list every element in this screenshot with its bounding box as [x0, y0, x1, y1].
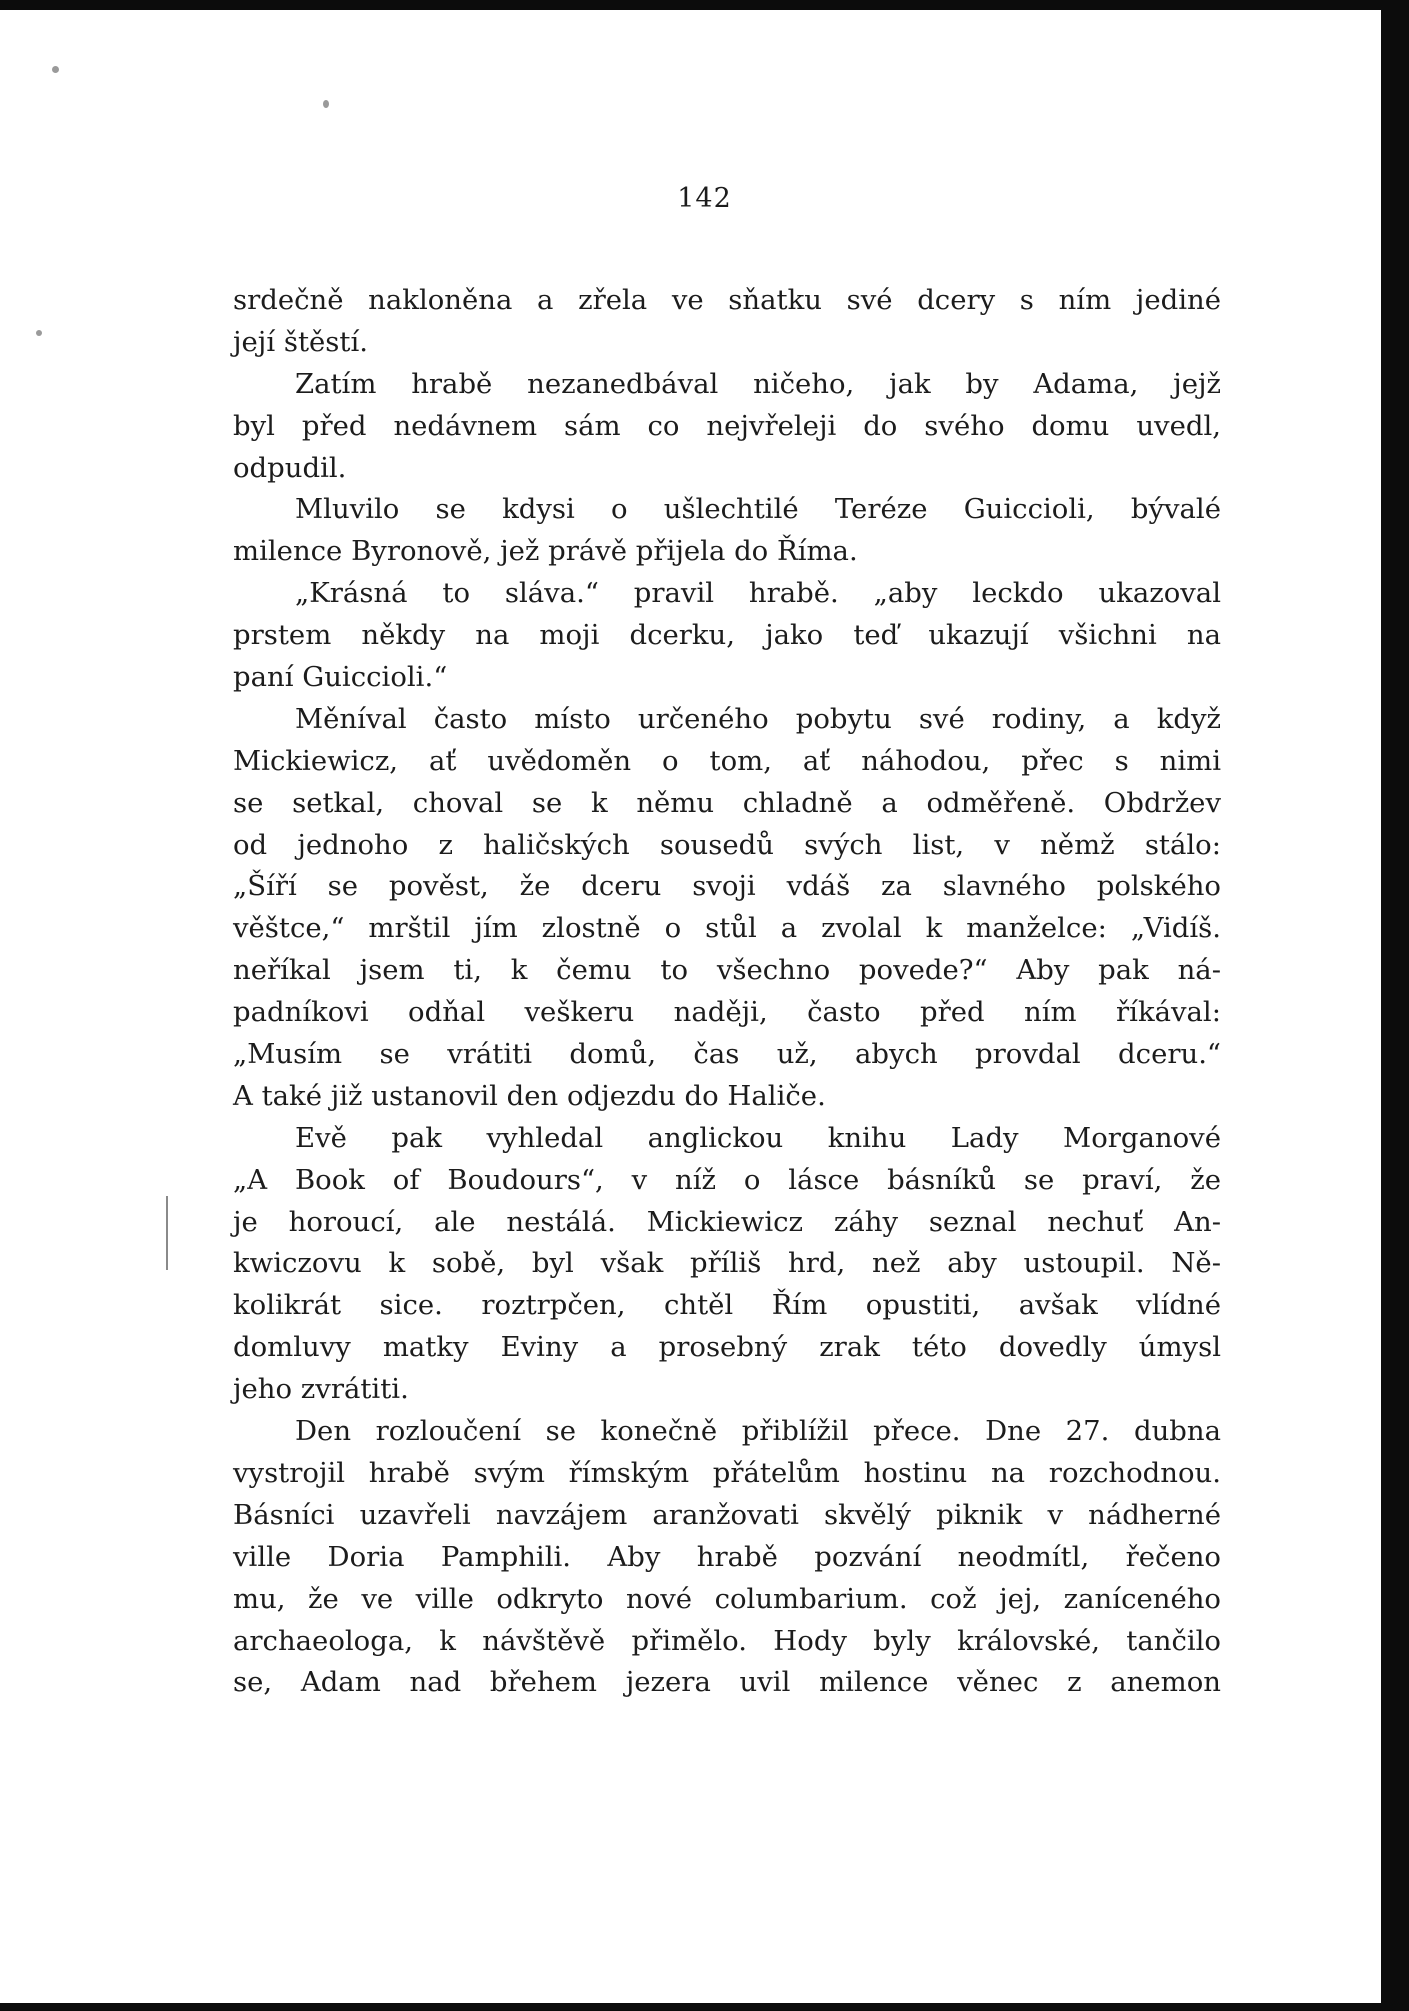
text-line: vystrojil hrabě svým římským přátelům hostinu na rozchodnou.: [233, 1456, 1221, 1489]
text-line: paní Guiccioli.“: [233, 661, 448, 694]
text-line: je horoucí, ale nestálá. Mickiewicz záhy seznal nechuť An-: [233, 1205, 1221, 1238]
page-number: 142: [677, 183, 732, 214]
text-line: od jednoho z haličských sousedů svých list, v němž stálo:: [233, 828, 1221, 861]
text-line: věštce,“ mrštil jím zlostně o stůl a zvolal k manželce: „Vidíš.: [233, 912, 1221, 945]
text-line: se setkal, choval se k němu chladně a odměřeně. Obdržev: [233, 786, 1221, 819]
scan-border-top: [0, 0, 1409, 10]
text-line: odpudil.: [233, 451, 347, 484]
text-line: Básníci uzavřeli navzájem aranžovati skvělý piknik v nádherné: [233, 1498, 1221, 1531]
text-line: neříkal jsem ti, k čemu to všechno povede?“ Aby pak ná-: [233, 954, 1221, 987]
text-line: Zatím hrabě nezanedbával ničeho, jak by Adama, jejž: [295, 367, 1221, 400]
text-line: prstem někdy na moji dcerku, jako teď ukazují všichni na: [233, 619, 1221, 652]
text-line: mu, že ve ville odkryto nové columbarium. což jej, zaníceného: [233, 1582, 1221, 1615]
scan-border-right: [1381, 0, 1409, 2011]
text-line: její štěstí.: [233, 325, 369, 358]
text-line: Evě pak vyhledal anglickou knihu Lady Morganové: [295, 1121, 1221, 1154]
text-line: kolikrát sice. roztrpčen, chtěl Řím opustiti, avšak vlídné: [233, 1289, 1221, 1322]
scan-border-bottom: [0, 2003, 1409, 2011]
scan-speck: [323, 100, 329, 108]
scan-speck: [36, 330, 42, 336]
text-line: Měníval často místo určeného pobytu své rodiny, a když: [295, 702, 1221, 735]
text-line: Den rozloučení se konečně přiblížil přece. Dne 27. dubna: [295, 1415, 1221, 1448]
text-line: jeho zvrátiti.: [233, 1373, 409, 1406]
text-line: Mluvilo se kdysi o ušlechtilé Teréze Guiccioli, bývalé: [295, 493, 1221, 526]
text-line: „Musím se vrátiti domů, čas už, abych provdal dceru.“: [233, 1038, 1221, 1071]
text-line: se, Adam nad břehem jezera uvil milence věnec z anemon: [233, 1666, 1221, 1699]
text-line: A také již ustanovil den odjezdu do Haliče.: [233, 1079, 826, 1112]
text-line: domluvy matky Eviny a prosebný zrak této dovedly úmysl: [233, 1331, 1221, 1364]
text-line: „Krásná to sláva.“ pravil hrabě. „aby leckdo ukazoval: [295, 577, 1221, 610]
text-line: „Šíří se pověst, že dceru svoji vdáš za slavného polského: [233, 870, 1221, 903]
text-line: milence Byronově, jež právě přijela do Říma.: [233, 535, 858, 568]
body-text: [233, 280, 1221, 1704]
scan-speck: [52, 66, 59, 73]
text-line: ville Doria Pamphili. Aby hrabě pozvání neodmítl, řečeno: [233, 1540, 1221, 1573]
text-line: archaeologa, k návštěvě přimělo. Hody byly královské, tančilo: [233, 1624, 1221, 1657]
text-line: „A Book of Boudours“, v níž o lásce básníků se praví, že: [233, 1163, 1221, 1196]
text-line: byl před nedávnem sám co nejvřeleji do svého domu uvedl,: [233, 409, 1221, 442]
text-line: srdečně nakloněna a zřela ve sňatku své dcery s ním jediné: [233, 284, 1221, 316]
text-line: kwiczovu k sobě, byl však příliš hrd, než aby ustoupil. Ně-: [233, 1247, 1221, 1280]
margin-mark: [166, 1196, 168, 1270]
text-line: padníkovi odňal veškeru naději, často před ním říkával:: [233, 996, 1221, 1029]
text-line: Mickiewicz, ať uvědoměn o tom, ať náhodou, přec s nimi: [233, 744, 1221, 777]
